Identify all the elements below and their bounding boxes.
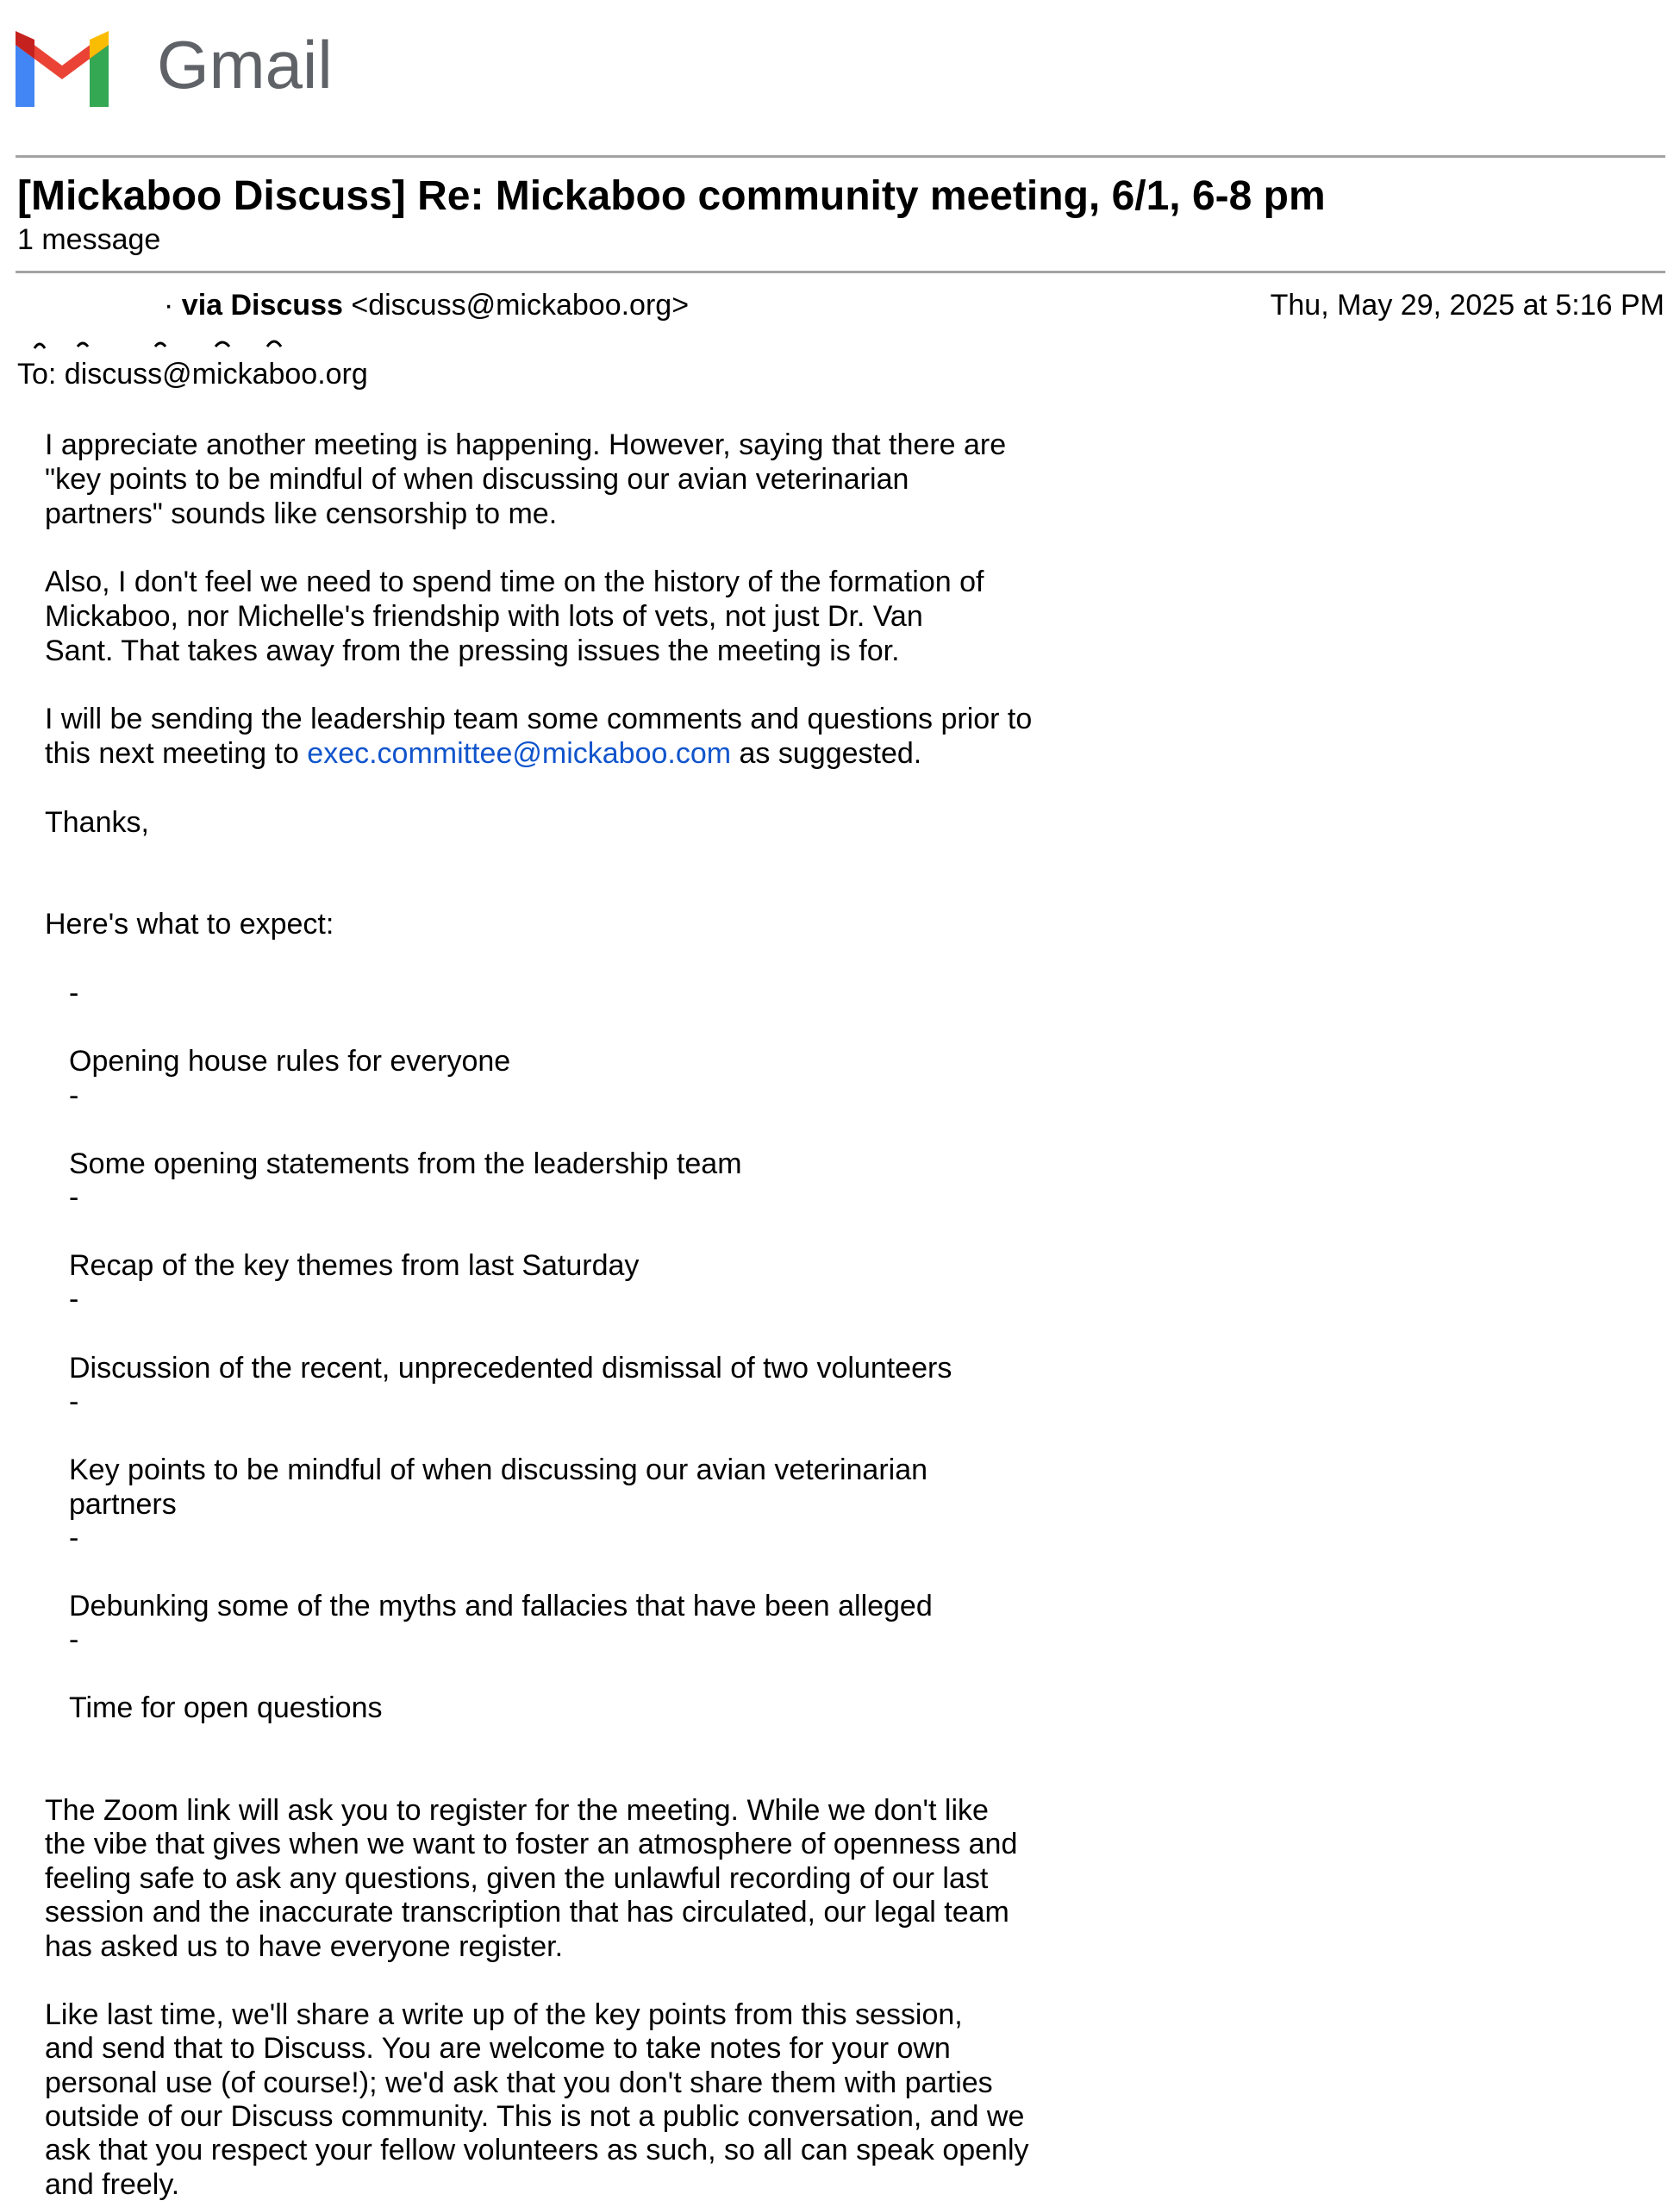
gmail-logo-icon — [9, 22, 116, 112]
list-item-continued: partners — [69, 1488, 177, 1521]
list-bullet: - — [69, 1385, 79, 1418]
gmail-wordmark: Gmail — [157, 27, 333, 103]
list-bullet: - — [69, 1283, 79, 1316]
message-count: 1 message — [17, 223, 161, 256]
list-item: Key points to be mindful of when discussing our avian veterinarian — [69, 1454, 928, 1486]
list-bullet: - — [69, 977, 79, 1010]
body-line: feeling safe to ask any questions, given the unlawful recording of our last — [45, 1862, 989, 1895]
gmail-header — [9, 22, 371, 112]
list-item: Debunking some of the myths and fallacies that have been alleged — [69, 1590, 933, 1622]
sender-prefix: · — [164, 289, 182, 322]
body-text: this next meeting to — [45, 737, 308, 770]
body-line: the vibe that gives when we want to foster an atmosphere of openness and — [45, 1828, 1018, 1860]
body-line: I will be sending the leadership team some comments and questions prior to — [45, 703, 1033, 735]
body-line: ask that you respect your fellow volunteers as such, so all can speak openly — [45, 2134, 1029, 2166]
email-date: Thu, May 29, 2025 at 5:16 PM — [1270, 289, 1664, 322]
subject-divider — [16, 271, 1665, 273]
body-line: The Zoom link will ask you to register for the meeting. While we don't like — [45, 1794, 989, 1827]
body-line: Sant. That takes away from the pressing issues the meeting is for. — [45, 635, 900, 667]
list-item: Recap of the key themes from last Saturday — [69, 1249, 640, 1282]
sender-address[interactable]: <discuss@mickaboo.org> — [351, 289, 690, 322]
body-line: and freely. — [45, 2168, 180, 2201]
list-bullet: - — [69, 1522, 79, 1554]
sender-line — [164, 289, 689, 322]
body-line: partners" sounds like censorship to me. — [45, 497, 558, 530]
expect-intro: Here's what to expect: — [45, 908, 334, 941]
body-line: outside of our Discuss community. This is not a public conversation, and we — [45, 2100, 1025, 2133]
list-bullet: - — [69, 1623, 79, 1656]
exec-committee-email-link[interactable]: exec.committee@mickaboo.com — [307, 737, 732, 770]
body-line: Like last time, we'll share a write up of the key points from this session, — [45, 1998, 963, 2031]
recipient-line: To: discuss@mickaboo.org — [17, 358, 368, 391]
list-item: Some opening statements from the leadership team — [69, 1147, 742, 1180]
list-bullet: - — [69, 1181, 79, 1214]
body-line: Also, I don't feel we need to spend time on the history of the formation of — [45, 566, 984, 598]
list-item: Opening house rules for everyone — [69, 1045, 511, 1078]
body-line: and send that to Discuss. You are welcome to take notes for your own — [45, 2032, 951, 2065]
sender-name: via Discuss — [181, 289, 343, 322]
body-line: personal use (of course!); we'd ask that you don't share them with parties — [45, 2066, 993, 2099]
body-line: session and the inaccurate transcription that has circulated, our legal team — [45, 1896, 1009, 1929]
body-line: has asked us to have everyone register. — [45, 1930, 564, 1963]
body-line-with-link — [45, 736, 921, 771]
list-item: Discussion of the recent, unprecedented dismissal of two volunteers — [69, 1352, 952, 1385]
body-line: I appreciate another meeting is happening. However, saying that there are — [45, 428, 1007, 461]
list-item: Time for open questions — [69, 1691, 383, 1724]
body-line: "key points to be mindful of when discussing our avian veterinarian — [45, 463, 909, 496]
list-bullet: - — [69, 1079, 79, 1112]
email-subject: [Mickaboo Discuss] Re: Mickaboo community meeting, 6/1, 6-8 pm — [17, 173, 1326, 219]
redaction-marks — [26, 336, 302, 353]
header-divider — [16, 155, 1665, 158]
body-text: as suggested. — [731, 737, 922, 770]
body-line: Mickaboo, nor Michelle's friendship with lots of vets, not just Dr. Van — [45, 600, 923, 633]
thanks-line: Thanks, — [45, 806, 149, 839]
